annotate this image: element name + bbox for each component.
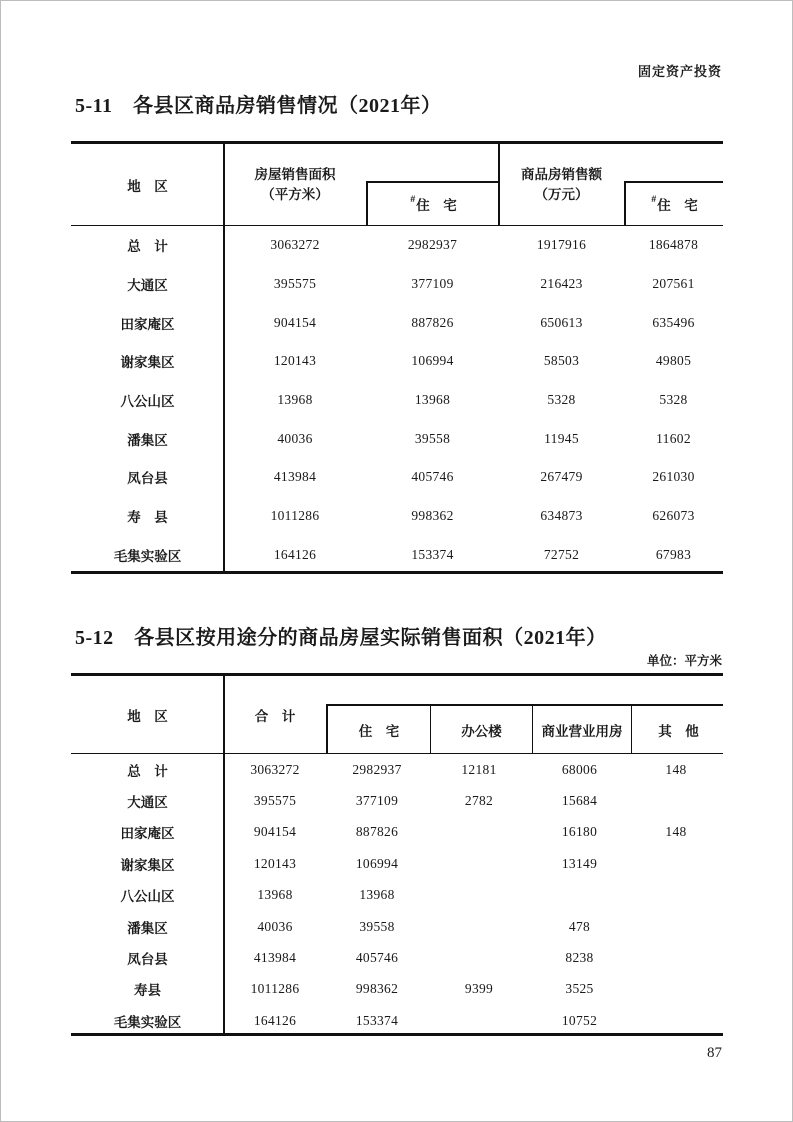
table1-header-residential1 (366, 181, 499, 225)
region-label: 八公山区 (120, 889, 175, 905)
value-cell (428, 911, 530, 942)
value-cell: 11602 (656, 430, 691, 446)
table-row (71, 911, 723, 942)
value-cell: 106994 (411, 353, 454, 369)
value-cell: 68006 (561, 761, 598, 777)
table-row (71, 381, 723, 420)
table2-header-total: 合 计 (254, 708, 296, 724)
table-row (71, 419, 723, 458)
region-label: 谢家集区 (120, 355, 175, 371)
value-cell: 904154 (253, 824, 297, 840)
value-cell: 1011286 (270, 508, 320, 524)
table-row (71, 342, 723, 381)
table1 (71, 141, 723, 574)
region-label: 八公山区 (120, 394, 175, 410)
value-cell: 1864878 (648, 237, 699, 253)
value-cell: 5328 (659, 392, 688, 408)
value-cell: 261030 (652, 469, 695, 485)
table2 (71, 673, 723, 1036)
value-cell (629, 942, 723, 973)
value-cell (428, 1005, 530, 1036)
region-label: 潘集区 (127, 920, 168, 936)
value-cell: 8238 (565, 950, 594, 966)
value-cell: 635496 (652, 314, 695, 330)
value-cell: 13149 (561, 855, 598, 871)
table1-header-residential2-label: 住 宅 (657, 198, 698, 213)
value-cell: 650613 (540, 314, 583, 330)
value-cell: 9399 (464, 981, 494, 997)
region-label: 毛集实验区 (113, 1014, 182, 1030)
value-cell: 153374 (411, 546, 454, 562)
unit-note: 单位：平方米 (646, 654, 722, 668)
value-cell: 626073 (652, 508, 695, 524)
table2-header-other: 其 他 (631, 706, 725, 754)
table-row (71, 848, 723, 879)
region-label: 田家庵区 (120, 316, 175, 332)
table-row (71, 974, 723, 1005)
value-cell (629, 974, 723, 1005)
value-cell (530, 880, 629, 911)
of-which-mark: # (410, 194, 416, 204)
table1-header-floor-area-line2: （平方米） (261, 186, 329, 202)
value-cell: 148 (665, 824, 687, 840)
value-cell: 998362 (355, 981, 399, 997)
value-cell: 998362 (411, 508, 454, 524)
value-cell: 40036 (257, 918, 293, 934)
region-label: 凤台县 (127, 952, 168, 968)
value-cell: 267479 (540, 469, 583, 485)
value-cell (629, 848, 723, 879)
table-row (71, 458, 723, 497)
value-cell: 120143 (273, 353, 317, 369)
value-cell: 15684 (561, 793, 598, 809)
table-row (71, 785, 723, 816)
value-cell: 2982937 (352, 761, 402, 777)
region-label: 大通区 (127, 795, 168, 811)
value-cell: 377109 (411, 276, 454, 292)
value-cell: 13968 (257, 887, 293, 903)
value-cell: 904154 (273, 314, 317, 330)
value-cell: 16180 (561, 824, 598, 840)
table1-header-residential2 (624, 181, 723, 225)
table-row (71, 497, 723, 536)
table-row (71, 817, 723, 848)
value-cell: 405746 (411, 469, 454, 485)
table2-title: 5-12 各县区按用途分的商品房屋实际销售面积（2021年） (75, 627, 607, 649)
region-label: 总 计 (127, 763, 168, 779)
region-label: 总 计 (127, 239, 168, 255)
table2-header-office: 办公楼 (430, 706, 532, 754)
region-label: 寿 县 (127, 510, 168, 526)
region-label: 凤台县 (127, 471, 168, 487)
value-cell: 1917916 (536, 237, 587, 253)
value-cell: 2782 (464, 793, 494, 809)
value-cell: 413984 (273, 469, 317, 485)
value-cell: 405746 (355, 950, 399, 966)
table1-header (71, 144, 723, 226)
table2-header-commercial: 商业营业用房 (532, 706, 631, 754)
value-cell: 39558 (414, 430, 451, 446)
table1-header-residential1-label: 住 宅 (416, 198, 457, 213)
table1-header-sales-value-line2: （万元） (534, 186, 589, 202)
table1-header-region: 地 区 (127, 178, 168, 194)
value-cell: 413984 (253, 950, 297, 966)
value-cell: 106994 (355, 855, 399, 871)
table1-header-sales-value (499, 144, 624, 225)
value-cell: 11945 (544, 430, 579, 446)
region-label: 潘集区 (127, 432, 168, 448)
value-cell: 10752 (561, 1012, 598, 1028)
table-row (71, 1005, 723, 1036)
value-cell: 49805 (655, 353, 692, 369)
value-cell: 164126 (273, 546, 317, 562)
table1-body (71, 226, 723, 574)
value-cell (428, 848, 530, 879)
table2-header-region: 地 区 (127, 708, 168, 724)
value-cell (629, 880, 723, 911)
value-cell (428, 942, 530, 973)
value-cell: 12181 (461, 761, 497, 777)
table-row (71, 536, 723, 575)
table2-header-subbox (326, 704, 723, 754)
page-number: 87 (707, 1045, 722, 1061)
value-cell: 887826 (411, 314, 454, 330)
value-cell: 3525 (565, 981, 594, 997)
value-cell: 377109 (355, 793, 399, 809)
table1-title: 5-11 各县区商品房销售情况（2021年） (75, 95, 442, 117)
running-header: 固定资产投资 (637, 64, 722, 79)
table-row (71, 265, 723, 304)
value-cell (629, 911, 723, 942)
value-cell: 13968 (359, 887, 395, 903)
value-cell: 120143 (253, 855, 297, 871)
value-cell: 13968 (277, 392, 313, 408)
table-row (71, 942, 723, 973)
value-cell: 164126 (253, 1012, 297, 1028)
region-label: 毛集实验区 (113, 548, 182, 564)
value-cell: 216423 (540, 276, 583, 292)
value-cell: 39558 (359, 918, 395, 934)
value-cell: 153374 (355, 1012, 399, 1028)
value-cell: 3063272 (270, 237, 320, 253)
table1-header-floor-area (224, 144, 366, 225)
region-label: 田家庵区 (120, 826, 175, 842)
table-row (71, 226, 723, 265)
region-label: 寿县 (134, 983, 161, 999)
table2-header (71, 676, 723, 754)
value-cell (629, 785, 723, 816)
value-cell (428, 817, 530, 848)
table2-body (71, 754, 723, 1037)
table-row (71, 303, 723, 342)
value-cell: 395575 (253, 793, 297, 809)
table-row (71, 754, 723, 785)
value-cell: 40036 (277, 430, 313, 446)
value-cell: 13968 (414, 392, 451, 408)
value-cell: 67983 (655, 546, 692, 562)
of-which-mark: # (651, 194, 657, 204)
value-cell (629, 1005, 723, 1036)
value-cell: 5328 (547, 392, 576, 408)
value-cell: 395575 (273, 276, 317, 292)
value-cell: 148 (665, 761, 687, 777)
value-cell: 887826 (355, 824, 399, 840)
region-label: 谢家集区 (120, 857, 175, 873)
value-cell: 634873 (540, 508, 583, 524)
table1-header-floor-area-line1: 房屋销售面积 (254, 166, 336, 182)
value-cell: 478 (568, 918, 591, 934)
value-cell: 3063272 (250, 761, 300, 777)
value-cell: 72752 (543, 546, 580, 562)
value-cell: 2982937 (407, 237, 458, 253)
value-cell: 207561 (652, 276, 695, 292)
value-cell (428, 880, 530, 911)
table1-header-sales-value-line1: 商品房销售额 (521, 166, 602, 182)
table-row (71, 880, 723, 911)
table2-header-residential: 住 宅 (358, 724, 400, 739)
value-cell: 1011286 (250, 981, 300, 997)
value-cell: 58503 (543, 353, 580, 369)
region-label: 大通区 (127, 278, 168, 294)
